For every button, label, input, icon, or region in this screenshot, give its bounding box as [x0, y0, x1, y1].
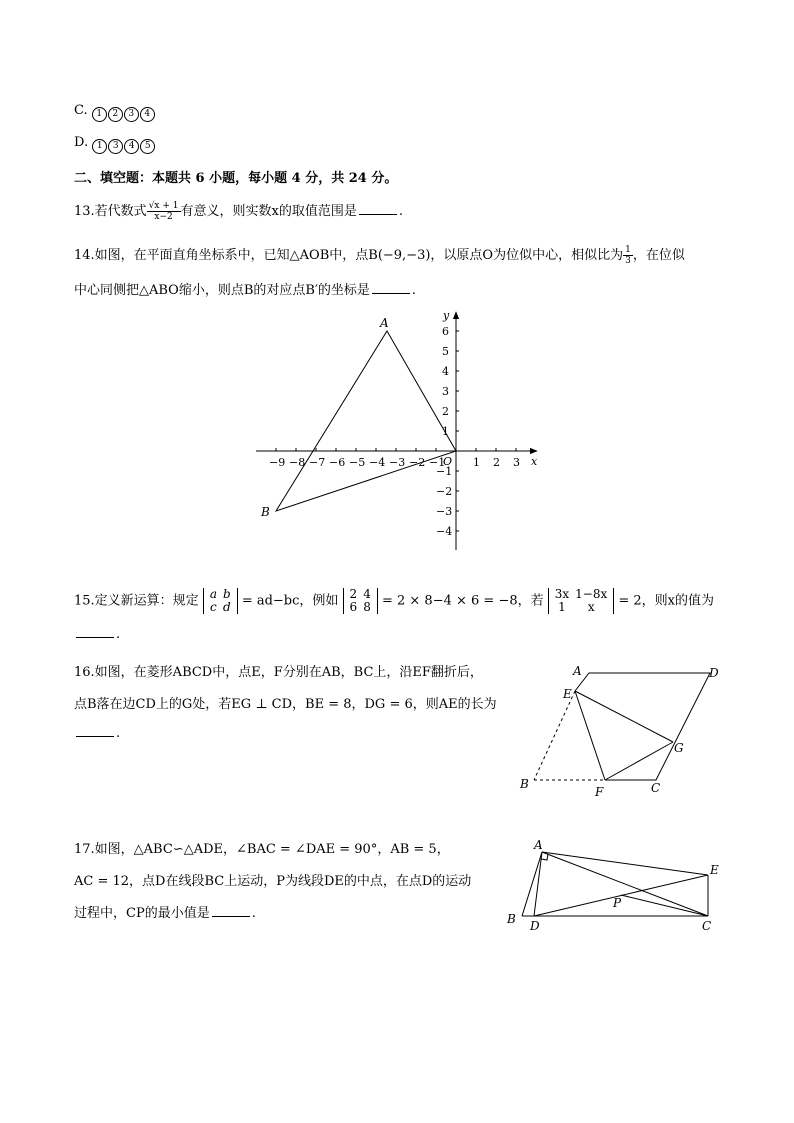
- x-tick-label: −5: [349, 456, 366, 469]
- answer-blank[interactable]: [76, 627, 114, 638]
- circle-number: 1: [92, 107, 107, 122]
- y-tick-label: 3: [442, 385, 449, 398]
- label-b: B: [520, 777, 529, 791]
- label-b: B: [507, 912, 516, 926]
- y-axis-label: y: [443, 309, 450, 322]
- question-17-line-2: AC = 12，点D在线段BC上运动，P为线段DE的中点，在点D的运动: [74, 874, 472, 889]
- circle-number: 1: [92, 139, 107, 154]
- label-c: C: [702, 919, 712, 933]
- ratio-fraction: $\frac{1}{3}$: [625, 245, 631, 266]
- label-d: D: [709, 666, 719, 680]
- triangle-aob: [276, 331, 456, 511]
- label-e: E: [563, 687, 572, 701]
- dashed-be: [534, 691, 575, 780]
- label-d: D: [530, 919, 540, 933]
- figure-14-coordinate-plane: [250, 305, 550, 555]
- question-16-line-1: 16.如图，在菱形ABCD中，点E，F分别在AB，BC上，沿EF翻折后，: [74, 665, 483, 680]
- x-tick-label: −6: [329, 456, 346, 469]
- question-17-line-3: 过程中，CP的最小值是 .: [74, 906, 256, 921]
- section-title: 二、填空题：本题共 6 小题，每小题 4 分，共 24 分。: [74, 171, 398, 186]
- matrix-equation: 3x 1−8x 1 x: [548, 588, 615, 614]
- x-tick-label: −3: [389, 456, 406, 469]
- x-tick-label: 2: [493, 456, 500, 469]
- matrix-example: 2 4 6 8: [343, 588, 378, 614]
- circle-number: 2: [108, 107, 123, 122]
- option-c: C. 1 2 3 4: [74, 103, 156, 122]
- y-tick-label: −1: [436, 465, 453, 478]
- circle-number: 3: [124, 107, 139, 122]
- answer-blank[interactable]: [372, 283, 410, 294]
- circle-number: 5: [140, 139, 155, 154]
- fraction: $\frac{√x + 1}{x-2}$: [148, 201, 179, 222]
- x-tick-label: −8: [289, 456, 306, 469]
- x-tick-label: −7: [309, 456, 326, 469]
- x-tick-label: −2: [409, 456, 426, 469]
- x-tick-label: 3: [513, 456, 520, 469]
- segment-fg: [605, 742, 673, 780]
- answer-blank[interactable]: [76, 726, 114, 737]
- figure-17-triangles: [500, 835, 730, 935]
- label-a: A: [573, 664, 582, 678]
- x-tick-label: 1: [473, 456, 480, 469]
- x-tick-label: −9: [269, 456, 286, 469]
- label-p: P: [613, 896, 622, 910]
- question-16-line-2: 点B落在边CD上的G处，若EG ⊥ CD，BE = 8，DG = 6，则AE的长为: [74, 697, 497, 712]
- y-tick-label: −3: [436, 505, 453, 518]
- y-tick-label: 6: [442, 325, 449, 338]
- point-b-label: B: [261, 505, 270, 519]
- y-tick-label: 4: [442, 365, 449, 378]
- label-g: G: [674, 741, 684, 755]
- question-13: 13.若代数式 $\frac{√x + 1}{x-2}$ 有意义，则实数x的取值范围是 .: [74, 201, 403, 222]
- question-17-line-1: 17.如图，△ABC∽△ADE，∠BAC = ∠DAE = 90°，AB = 5，: [74, 842, 450, 857]
- question-14-line-1: 14.如图，在平面直角坐标系中，已知△AOB中，点B(−9,−3)，以原点O为位似中心，相似比为 $\frac{1}{3}$ ，在位似: [74, 245, 685, 266]
- y-tick-label: 5: [442, 345, 449, 358]
- circle-number: 4: [124, 139, 139, 154]
- label-e: E: [710, 863, 719, 877]
- y-tick-label: −2: [436, 485, 453, 498]
- circle-number: 4: [140, 107, 155, 122]
- answer-blank[interactable]: [359, 204, 397, 215]
- answer-blank[interactable]: [212, 906, 250, 917]
- label-c: C: [651, 781, 661, 795]
- figure-16-rhombus: [510, 660, 730, 800]
- point-a-label: A: [380, 316, 389, 330]
- x-axis-label: x: [531, 455, 538, 468]
- y-tick-label: 1: [442, 425, 449, 438]
- label-a: A: [534, 838, 543, 852]
- y-tick-label: −4: [436, 525, 453, 538]
- x-tick-label: −4: [369, 456, 386, 469]
- question-15-line-2: .: [74, 627, 120, 642]
- question-15-line-1: 15.定义新运算：规定 a b c d = ad−bc，例如 2 4 6 8 = 2 × 8−4 × 6 = −8，若 3x 1−8x 1 x = 2，则x的值为: [74, 587, 715, 614]
- origin-label: O: [443, 455, 453, 468]
- option-d: D. 1 3 4 5: [74, 135, 156, 154]
- y-tick-label: 2: [442, 405, 449, 418]
- question-14-line-2: 中心同侧把△ABO缩小，则点B的对应点B′的坐标是 .: [74, 283, 417, 298]
- label-f: F: [595, 785, 604, 799]
- x-tick-label: −1: [429, 456, 446, 469]
- circle-number: 3: [108, 139, 123, 154]
- matrix-definition: a b c d: [203, 588, 238, 614]
- question-16-line-3: .: [74, 726, 120, 741]
